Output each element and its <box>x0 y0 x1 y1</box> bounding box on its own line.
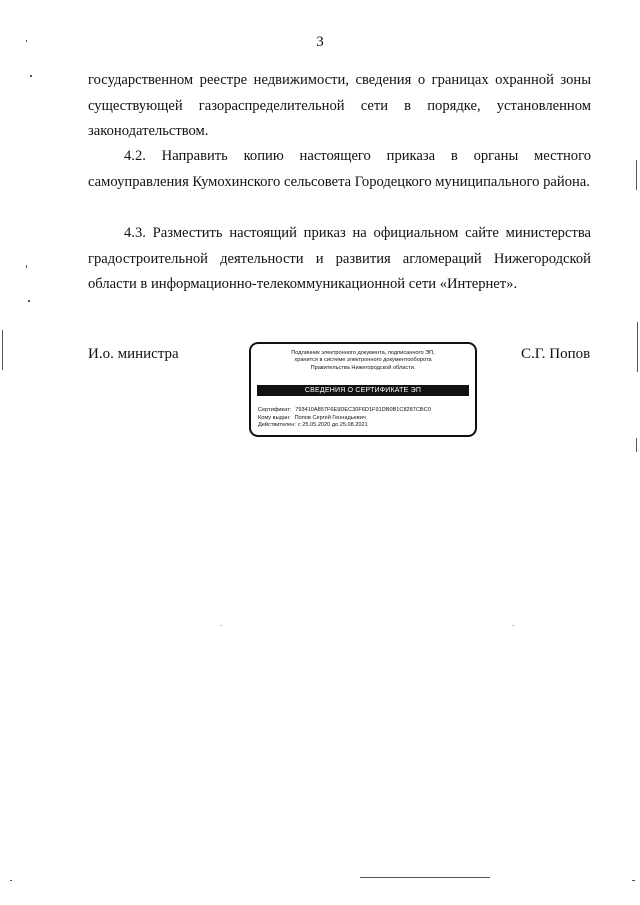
scan-mark <box>26 40 27 42</box>
certificate-value: 793410A857F6E9DEC30F6D1F91DB0B1C8287CBC0 <box>295 407 431 413</box>
scan-mark <box>28 300 30 302</box>
scan-mark <box>2 330 3 370</box>
stamp-notice <box>257 350 469 372</box>
scan-mark <box>637 322 638 372</box>
issued-to-label: Кому выдан: <box>258 414 291 421</box>
stamp-notice-line: хранится в системе электронного документооборота <box>294 357 432 364</box>
stamp-notice-line: Подлинник электронного документа, подписанного ЭП, <box>291 350 435 356</box>
scan-mark <box>10 880 12 881</box>
scan-mark <box>360 877 490 878</box>
scan-mark <box>512 625 514 626</box>
certificate-row <box>258 407 469 415</box>
scan-mark <box>30 75 32 77</box>
stamp-header: СВЕДЕНИЯ О СЕРТИФИКАТЕ ЭП <box>257 385 469 396</box>
stamp-details <box>258 407 469 430</box>
scan-mark <box>632 880 635 881</box>
validity-label: Действителен: <box>258 422 296 429</box>
validity-value: с 25.05.2020 до 25.08.2021 <box>297 422 368 429</box>
signatory-position: И.о. министра <box>88 346 179 362</box>
paragraph-4-3: 4.3. Разместить настоящий приказ на официальном сайте министерства градостроительной деятельности и развития агломераций Нижегородской области в информационно-телекоммуникационной сети «Интернет». <box>88 225 591 292</box>
stamp-notice-line: Правительства Нижегородской области. <box>310 364 416 371</box>
certificate-label: Сертификат: <box>258 407 292 413</box>
signatory-name: С.Г. Попов <box>521 346 591 362</box>
scan-mark <box>636 160 637 190</box>
paragraph-continuation: государственном реестре недвижимости, сведения о границах охранной зоны существующей газораспределительной сети в порядке, установленном законодательством. <box>88 72 591 139</box>
validity-row <box>258 422 469 430</box>
scan-mark <box>636 438 637 452</box>
issued-to-value: Попов Сергей Геннадьевич <box>294 414 366 421</box>
page-number: 3 <box>316 34 324 50</box>
scan-mark <box>220 625 222 626</box>
electronic-signature-stamp <box>249 342 477 437</box>
scan-mark <box>26 265 27 268</box>
paragraph-4-2: 4.2. Направить копию настоящего приказа в органы местного самоуправления Кумохинского сельсовета Городецкого муниципального района. <box>88 148 591 190</box>
